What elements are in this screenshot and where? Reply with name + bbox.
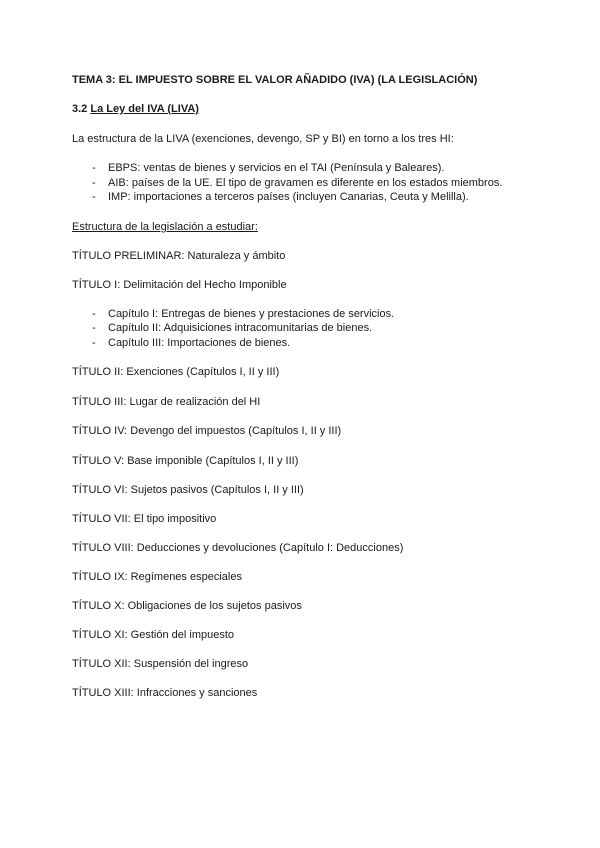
titulo-v: TÍTULO V: Base imponible (Capítulos I, II y III) [72, 455, 299, 467]
bullet-dash: - [92, 191, 96, 203]
titulo-ix: TÍTULO IX: Regímenes especiales [72, 571, 242, 583]
list-item-text: Capítulo III: Importaciones de bienes. [108, 337, 291, 349]
titulo-xii: TÍTULO XII: Suspensión del ingreso [72, 658, 249, 670]
list-item [92, 307, 394, 321]
list-item-text: Capítulo II: Adquisiciones intracomunitarias de bienes. [108, 322, 373, 334]
list-item [92, 161, 444, 175]
bullet-dash: - [92, 162, 96, 174]
titulo-xiii: TÍTULO XIII: Infracciones y sanciones [72, 687, 258, 699]
titulo-x: TÍTULO X: Obligaciones de los sujetos pasivos [72, 600, 302, 612]
titulo-vi: TÍTULO VI: Sujetos pasivos (Capítulos I, II y III) [72, 484, 304, 496]
bullet-dash: - [92, 322, 96, 334]
structure-heading: Estructura de la legislación a estudiar: [72, 221, 258, 233]
titulo-i: TÍTULO I: Delimitación del Hecho Imponible [72, 279, 287, 291]
titulo-vii: TÍTULO VII: El tipo impositivo [72, 513, 217, 525]
bullet-dash: - [92, 177, 96, 189]
section-number: 3.2 [72, 103, 88, 115]
list-item-text: IMP: importaciones a terceros países (incluyen Canarias, Ceuta y Melilla). [108, 191, 469, 203]
bullet-dash: - [92, 308, 96, 320]
titulo-viii: TÍTULO VIII: Deducciones y devoluciones (Capítulo I: Deducciones) [72, 542, 404, 554]
titulo-preliminar: TÍTULO PRELIMINAR: Naturaleza y ámbito [72, 250, 286, 262]
list-item-text: AIB: países de la UE. El tipo de gravamen es diferente en los estados miembros. [108, 177, 503, 189]
list-item [92, 336, 290, 350]
list-item [92, 190, 469, 204]
list-item-text: Capítulo I: Entregas de bienes y prestaciones de servicios. [108, 308, 395, 320]
intro-paragraph: La estructura de la LIVA (exenciones, devengo, SP y BI) en torno a los tres HI: [72, 133, 454, 145]
section-heading [72, 102, 199, 116]
document-title: TEMA 3: EL IMPUESTO SOBRE EL VALOR AÑADIDO (IVA) (LA LEGISLACIÓN) [72, 74, 478, 86]
list-item [92, 321, 372, 335]
titulo-iii: TÍTULO III: Lugar de realización del HI [72, 396, 261, 408]
list-item-text: EBPS: ventas de bienes y servicios en el TAI (Península y Baleares). [108, 162, 445, 174]
list-item [92, 176, 502, 190]
titulo-iv: TÍTULO IV: Devengo del impuestos (Capítulos I, II y III) [72, 425, 342, 437]
titulo-xi: TÍTULO XI: Gestión del impuesto [72, 629, 235, 641]
bullet-dash: - [92, 337, 96, 349]
titulo-ii: TÍTULO II: Exenciones (Capítulos I, II y III) [72, 366, 280, 378]
section-title: La Ley del IVA (LIVA) [90, 103, 199, 115]
